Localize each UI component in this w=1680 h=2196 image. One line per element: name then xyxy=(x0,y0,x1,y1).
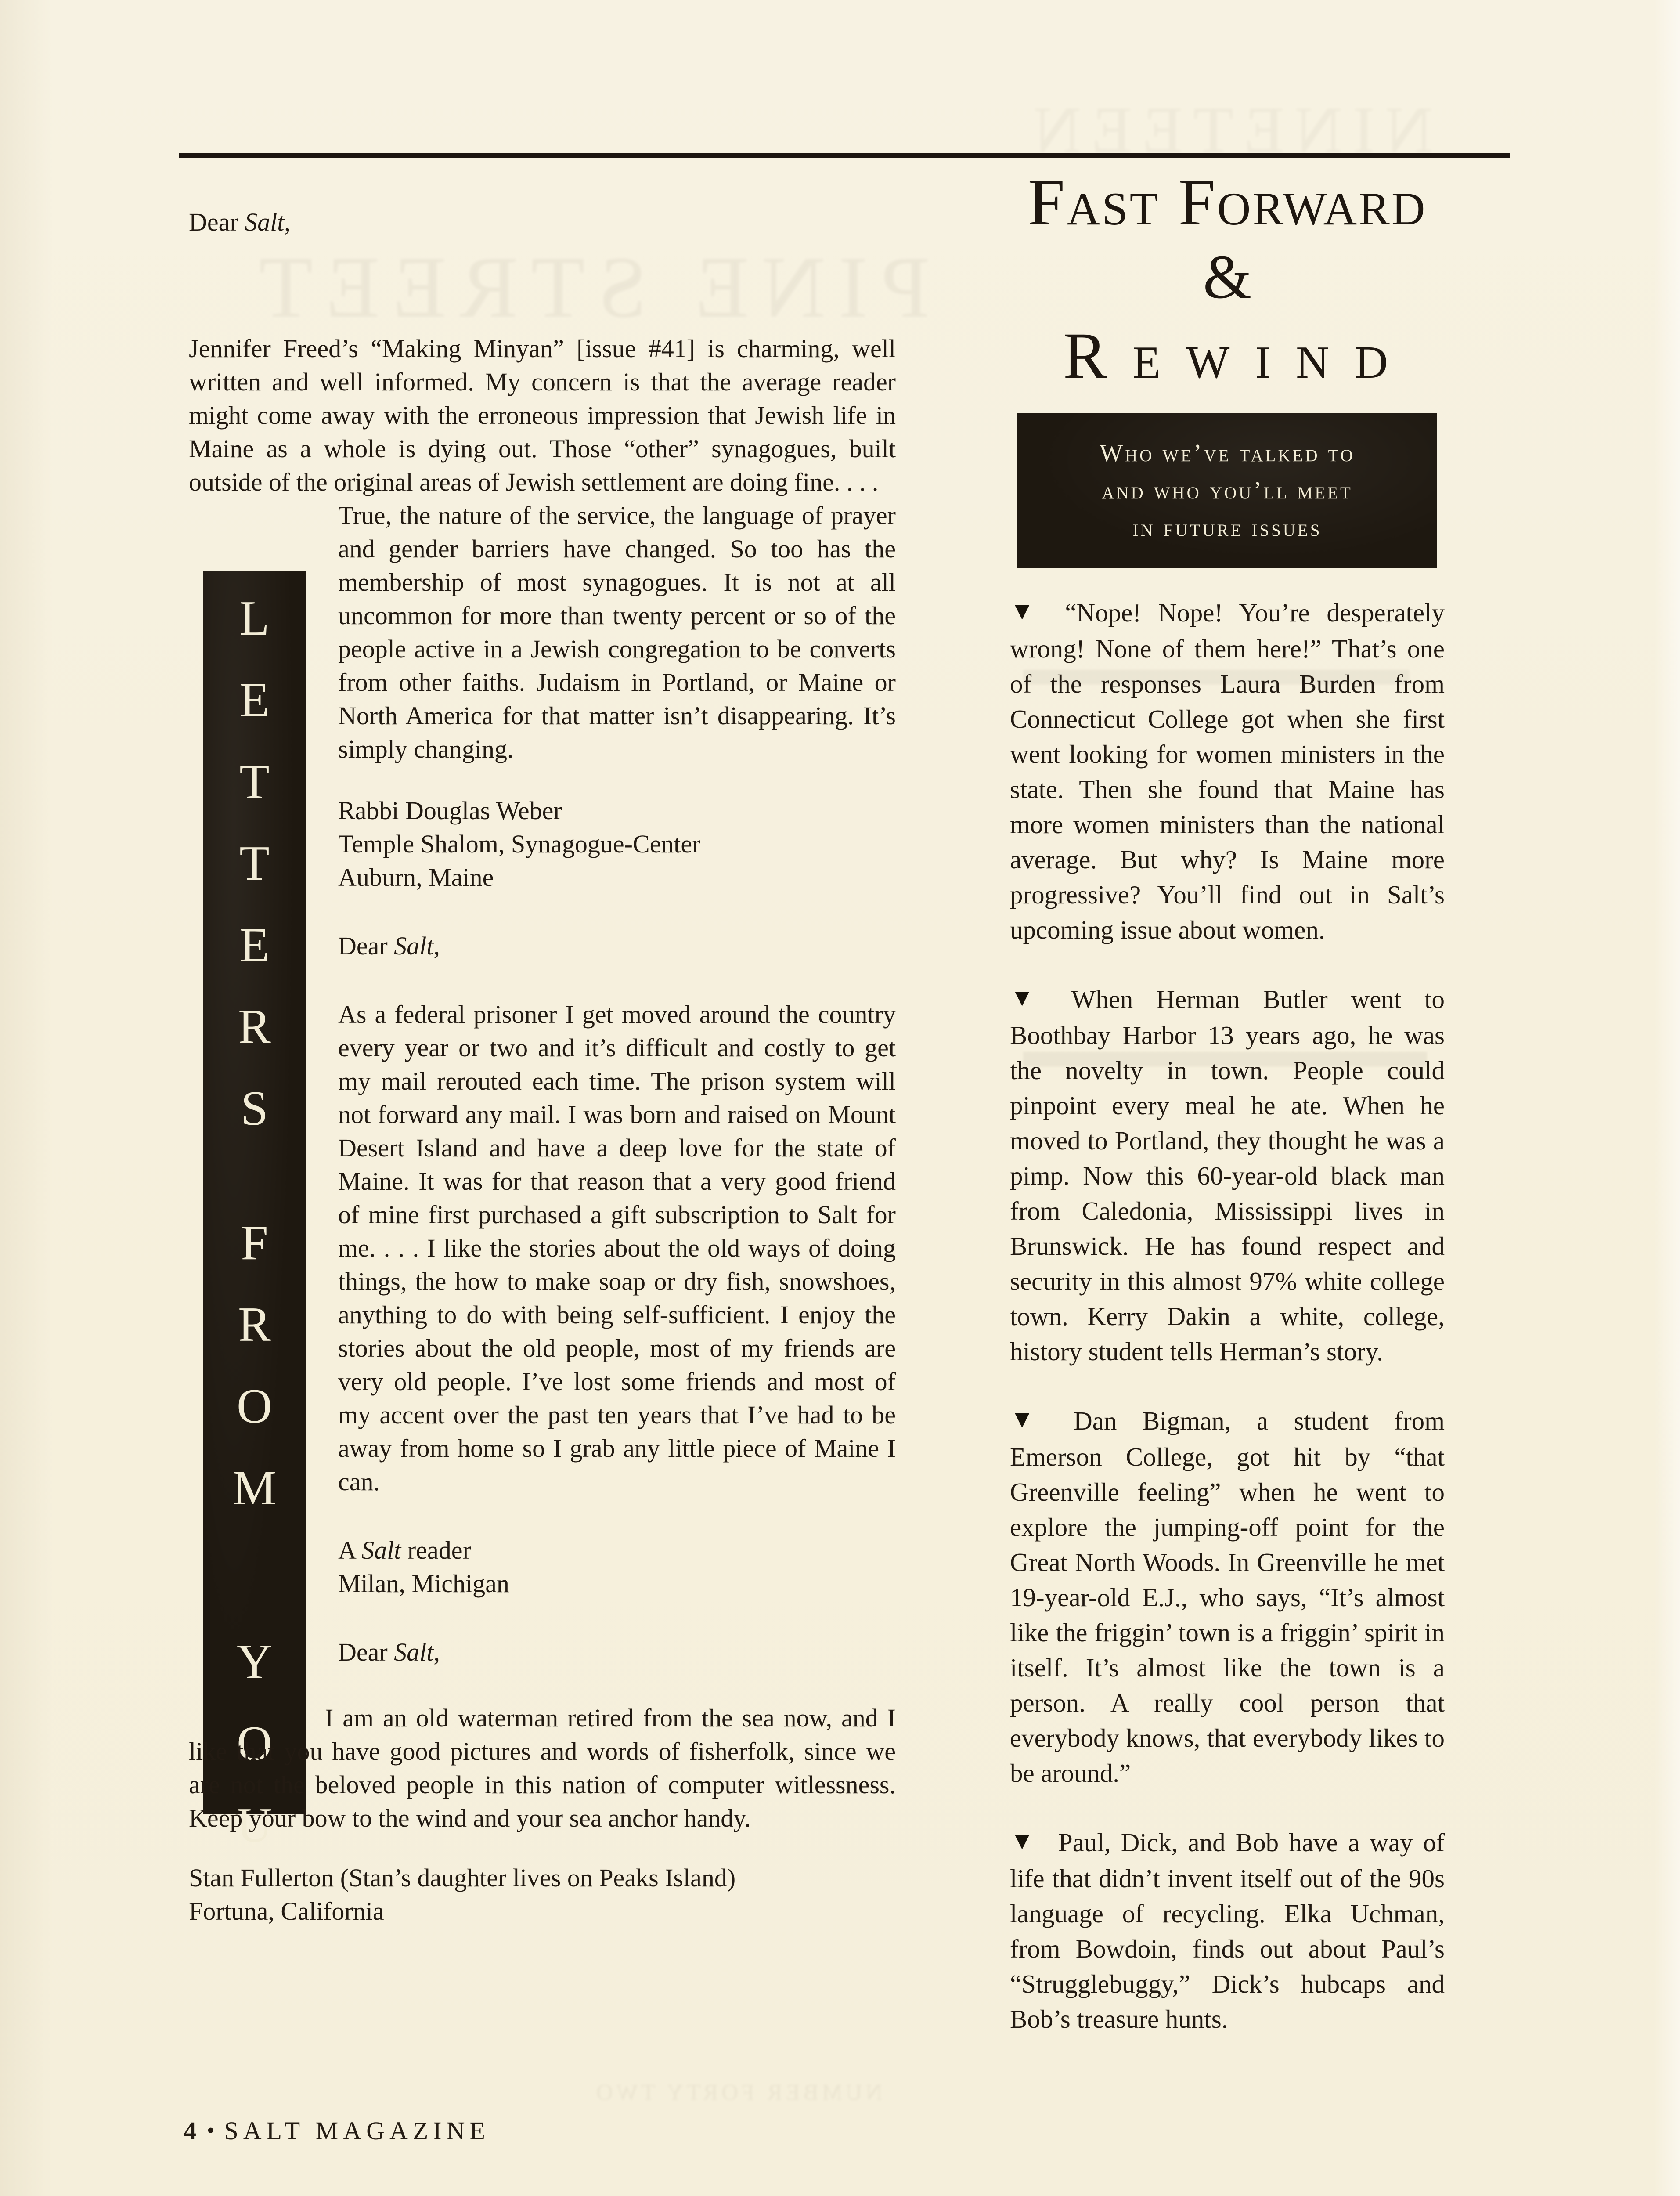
salutation-suffix: , xyxy=(433,932,440,960)
section-title xyxy=(1010,165,1445,392)
page-footer xyxy=(184,2116,490,2145)
salutation-prefix: Dear xyxy=(189,208,245,236)
salt-title-italic: Salt xyxy=(245,208,285,236)
letters-column xyxy=(189,0,896,1928)
fast-forward-item-text: “Nope! Nope! You’re desperately wrong! None of them here!” That’s one of the responses Laura Burden from Connecticut College got when she first went looking for women ministers in the state. Then she found that Maine has more women ministers than the national average. But why? Is Maine more progressive? You’ll find out in Salt’s upcoming issue about women. xyxy=(1010,598,1445,944)
section-title-ampersand: & xyxy=(1203,242,1252,311)
signature-line: Rabbi Douglas Weber xyxy=(338,796,562,825)
banner-word-from: FROM xyxy=(227,1216,282,1542)
section-title-line-1: Fast Forward xyxy=(1027,165,1427,239)
bleed-through-headline-left: PINE STREET xyxy=(246,239,930,336)
fast-forward-item xyxy=(1010,595,1445,947)
letter-1-signature xyxy=(338,794,896,894)
section-title-line-2: Rewind xyxy=(1063,319,1413,392)
signature-line: Milan, Michigan xyxy=(338,1569,509,1598)
fast-forward-item xyxy=(1010,1403,1445,1791)
letter-1-salutation xyxy=(189,206,896,239)
signature-line: Auburn, Maine xyxy=(338,863,494,892)
letter-3-signature xyxy=(189,1861,896,1928)
letter-3-body: I am an old waterman retired from the sea now, and I like that you have good pictures and words of fisherfolk, since we are not the beloved people in this nation of computer witlessness. Keep your bow to the wind and your sea anchor handy. xyxy=(189,1704,896,1832)
signature-line: Temple Shalom, Synagogue-Center xyxy=(338,830,701,858)
down-triangle-icon: ▼ xyxy=(1010,1828,1038,1855)
fast-forward-column xyxy=(1010,0,1445,2037)
signature-line: Fortuna, California xyxy=(189,1897,384,1925)
page-number: 4 xyxy=(184,2117,197,2145)
down-triangle-icon: ▼ xyxy=(1010,598,1045,625)
down-triangle-icon: ▼ xyxy=(1010,1406,1054,1433)
fast-forward-item xyxy=(1010,1825,1445,2037)
salt-title-italic: Salt xyxy=(361,1536,401,1564)
letter-2-body: As a federal prisoner I get moved around the country every year or two and it’s difficult and costly to get my mail rerouted each time. The prison system will not forward any mail. I was born and raised on Mount Desert Island and have a deep love for the state of Maine. It was for that reason that a very good friend of mine first purchased a gift subscription to Salt for me. . . . I like the stories about the old ways of doing things, the how to make soap or dry fish, snowshoes, anything to do with being self-sufficient. I enjoy the stories about the old people, most of my friends are very old people. I’ve lost some friends and most of my accent over the past ten years that I’ve had to be away from home so I grab any little piece of Maine I can. xyxy=(338,1000,896,1496)
fast-forward-item-text: Paul, Dick, and Bob have a way of life that didn’t invent itself out of the 90s language of recycling. Elka Uchman, from Bowdoin, finds out about Paul’s “Strugglebuggy,” Dick’s hubcaps and Bob’s treasure hunts. xyxy=(1010,1828,1445,2033)
salutation-suffix: , xyxy=(433,1638,440,1666)
info-box-line: in future issues xyxy=(1132,514,1322,542)
letter-3-salutation xyxy=(338,1636,896,1669)
letter-1-body-lead: Jennifer Freed’s “Making Minyan” [issue #41] is charming, well written and well informed. My concern is that the average reader might come away with the erroneous impression that Jewish life in Maine as a whole is dying out. Those “other” synagogues, built outside of the original areas of Jewish settlement are doing fine. . . . xyxy=(189,334,896,496)
salutation-prefix: Dear xyxy=(338,932,394,960)
banner-word-letters: LETTERS xyxy=(227,591,282,1163)
info-box xyxy=(1017,413,1437,568)
info-box-line: Who we’ve talked to xyxy=(1100,440,1355,467)
salt-title-italic: Salt xyxy=(394,1638,434,1666)
signature-line: Stan Fullerton (Stan’s daughter lives on Peaks Island) xyxy=(189,1864,736,1892)
fast-forward-item-text: Dan Bigman, a student from Emerson College, got hit by “that Greenville feeling” when he went to explore the jumping-off point for the Great North Woods. In Greenville he met 19-year-old E.J., who says, “It’s almost like the friggin’ town is a friggin’ spirit in itself. It’s almost like the town is a person. A really cool person that everybody knows, that everybody likes to be around.” xyxy=(1010,1406,1445,1788)
signature-line: A Salt reader xyxy=(338,1536,471,1564)
fast-forward-item-text: When Herman Butler went to Boothbay Harbor 13 years ago, he was the novelty in town. People could pinpoint every meal he ate. When he moved to Portland, they thought he was a pimp. Now this 60-year-old black man from Caledonia, Mississippi lives in Brunswick. He has found respect and security in this almost 97% white college town. Kerry Dakin a white, college, history student tells Herman’s story. xyxy=(1010,985,1445,1366)
down-triangle-icon: ▼ xyxy=(1010,984,1051,1011)
info-box-line: and who you’ll meet xyxy=(1102,477,1353,504)
footer-bullet: • xyxy=(207,2118,215,2142)
letter-1-body-wrap: True, the nature of the service, the language of prayer and gender barriers have changed. So too has the membership of most synagogues. It is not at all uncommon for more than twenty percent or so of the people active in a Jewish congregation to be converts from other faiths. Judaism in Portland, or Maine or North America for that matter isn’t disappearing. It’s simply changing. xyxy=(338,501,896,763)
salutation-suffix: , xyxy=(284,208,291,236)
salutation-prefix: Dear xyxy=(338,1638,394,1666)
salt-title-italic: Salt xyxy=(394,932,434,960)
bleed-through-footer: NUMBER FORTY TWO xyxy=(593,2080,883,2105)
letter-2-salutation xyxy=(338,929,896,963)
banner-word-you: YOU xyxy=(227,1635,282,1880)
fast-forward-item xyxy=(1010,982,1445,1369)
magazine-name: SALT MAGAZINE xyxy=(224,2117,490,2145)
letter-2-signature xyxy=(338,1534,896,1600)
